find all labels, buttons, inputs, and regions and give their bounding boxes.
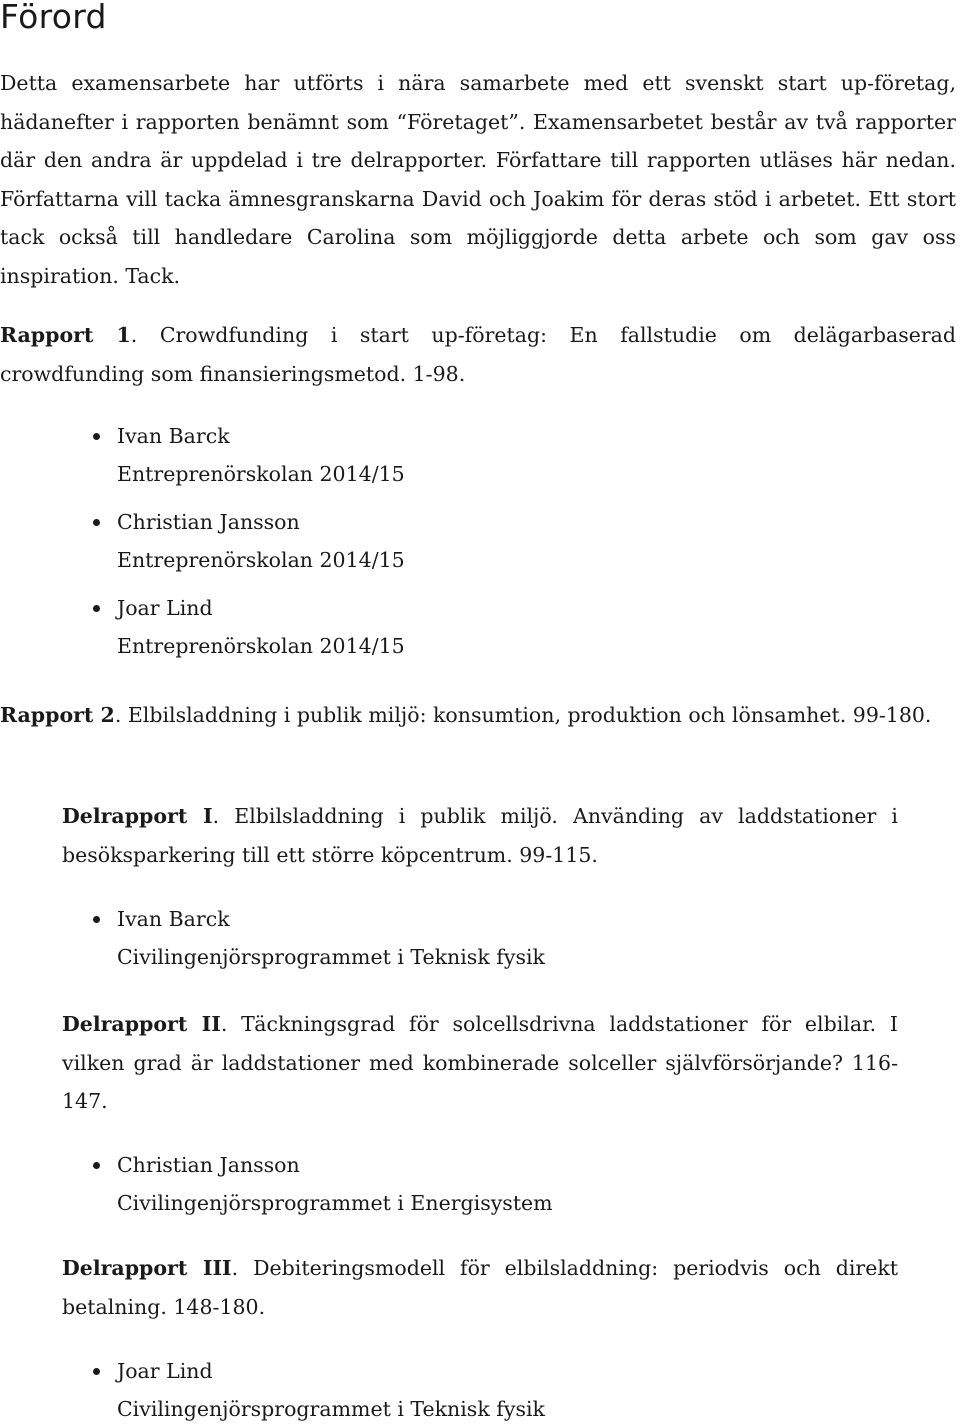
bullet-icon — [93, 433, 100, 440]
author-program: Entreprenörskolan 2014/15 — [117, 634, 405, 658]
subreport-3-author-list — [0, 1352, 545, 1428]
subreport-1-author-list — [0, 900, 545, 976]
report-1-text: . Crowdfunding i start up-företag: En fallstudie om delägarbaserad crowdfunding som finansieringsmetod. 1-98. — [0, 323, 956, 386]
page-title: Förord — [0, 0, 107, 36]
report-1-author-list — [0, 417, 405, 665]
bullet-icon — [93, 916, 100, 923]
report-1-label: Rapport 1 — [0, 323, 131, 347]
author-name: Joar Lind — [117, 596, 213, 620]
bullet-icon — [93, 1368, 100, 1375]
subreport-3-paragraph — [62, 1249, 898, 1326]
author-name: Joar Lind — [117, 1359, 213, 1383]
author-list-item — [0, 900, 545, 976]
subreport-2-text: . Täckningsgrad för solcellsdrivna laddstationer för elbilar. I vilken grad är laddstationer med kombinerade solceller självförsörjande? 116-147. — [62, 1012, 898, 1114]
author-program: Civilingenjörsprogrammet i Teknisk fysik — [117, 1397, 545, 1421]
author-name: Ivan Barck — [117, 424, 230, 448]
author-program: Entreprenörskolan 2014/15 — [117, 548, 405, 572]
intro-paragraph: Detta examensarbete har utförts i nära samarbete med ett svenskt start up-företag, hädanefter i rapporten benämnt som “Företaget”. Examensarbetet består av två rapporter där den andra är uppdelad i tre delrapporter. Författare till rapporten utläses här nedan. Författarna vill tacka ämnesgranskarna David och Joakim för deras stöd i arbetet. Ett stort tack också till handledare Carolina som möjliggjorde detta arbete och som gav oss inspiration. Tack. — [0, 71, 956, 288]
subreport-2-paragraph — [62, 1005, 898, 1121]
report-1-paragraph — [0, 316, 956, 393]
report-2-paragraph — [0, 696, 956, 735]
subreport-1-paragraph — [62, 797, 898, 874]
subreport-1-text: . Elbilsladdning i publik miljö. Använding av laddstationer i besöksparkering till ett större köpcentrum. 99-115. — [62, 804, 898, 867]
author-program: Civilingenjörsprogrammet i Teknisk fysik — [117, 945, 545, 969]
author-program: Civilingenjörsprogrammet i Energisystem — [117, 1191, 553, 1215]
author-list-item — [0, 1146, 553, 1222]
report-2-text: . Elbilsladdning i publik miljö: konsumtion, produktion och lönsamhet. 99-180. — [114, 703, 932, 727]
report-2-label: Rapport 2 — [0, 703, 115, 727]
author-list-item — [0, 417, 405, 493]
author-name: Christian Jansson — [117, 1153, 300, 1177]
author-name: Christian Jansson — [117, 510, 300, 534]
subreport-3-label: Delrapport III — [62, 1256, 232, 1280]
author-list-item — [0, 589, 405, 665]
author-program: Entreprenörskolan 2014/15 — [117, 462, 405, 486]
subreport-2-author-list — [0, 1146, 553, 1222]
bullet-icon — [93, 1162, 100, 1169]
bullet-icon — [93, 519, 100, 526]
subreport-2-label: Delrapport II — [62, 1012, 221, 1036]
bullet-icon — [93, 605, 100, 612]
author-name: Ivan Barck — [117, 907, 230, 931]
subreport-1-label: Delrapport I — [62, 804, 213, 828]
subreport-3-text: . Debiteringsmodell för elbilsladdning: periodvis och direkt betalning. 148-180. — [62, 1256, 898, 1319]
author-list-item — [0, 503, 405, 579]
author-list-item — [0, 1352, 545, 1428]
